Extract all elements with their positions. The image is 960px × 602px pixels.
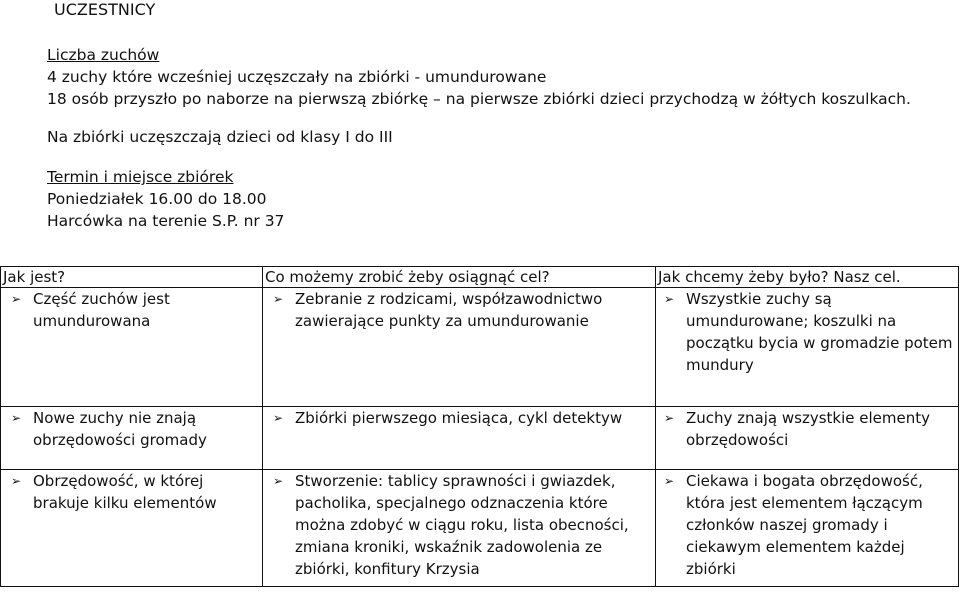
goal-text: Ciekawa i bogata obrzędowość, która jest elementem łączącym członków naszej gromady i ciekawym elementem każdej zbiórki	[686, 472, 923, 578]
bullet-arrow-icon: ➢	[273, 292, 284, 306]
header-goal: Jak chcemy żeby było? Nasz cel.	[656, 267, 959, 288]
table-header-row	[1, 267, 959, 288]
table-row	[1, 407, 959, 470]
current-state-text: Obrzędowość, w której brakuje kilku elementów	[33, 472, 217, 512]
class-range-line: Na zbiórki uczęszczają dzieci od klasy I do III	[47, 128, 393, 146]
page-title: UCZESTNICY	[54, 0, 156, 19]
action-text: Zbiórki pierwszego miesiąca, cykl detektyw	[295, 409, 623, 427]
table-row	[1, 288, 959, 407]
header-actions: Co możemy zrobić żeby osiągnąć cel?	[263, 267, 656, 288]
members-line-1: 4 zuchy które wcześniej uczęszczały na zbiórki - umundurowane	[47, 68, 547, 86]
bullet-arrow-icon: ➢	[664, 292, 675, 306]
members-line-2: 18 osób przyszło po naborze na pierwszą zbiórkę – na pierwsze zbiórki dzieci przychodzą w żółtych koszulkach.	[47, 90, 911, 108]
goal-text: Zuchy znają wszystkie elementy obrzędowości	[686, 409, 930, 449]
schedule-place: Harcówka na terenie S.P. nr 37	[47, 212, 285, 230]
bullet-arrow-icon: ➢	[11, 292, 22, 306]
table-row	[1, 470, 959, 587]
current-state-text: Część zuchów jest umundurowana	[33, 290, 170, 330]
header-current-state: Jak jest?	[1, 267, 263, 288]
plan-table	[0, 266, 959, 587]
bullet-arrow-icon: ➢	[273, 474, 284, 488]
action-text: Zebranie z rodzicami, współzawodnictwo zawierające punkty za umundurowanie	[295, 290, 603, 330]
bullet-arrow-icon: ➢	[11, 411, 22, 425]
current-state-text: Nowe zuchy nie znają obrzędowości gromady	[33, 409, 207, 449]
bullet-arrow-icon: ➢	[664, 411, 675, 425]
bullet-arrow-icon: ➢	[664, 474, 675, 488]
intro-section	[47, 44, 947, 232]
members-count-heading: Liczba zuchów	[47, 46, 160, 64]
bullet-arrow-icon: ➢	[273, 411, 284, 425]
schedule-time: Poniedziałek 16.00 do 18.00	[47, 190, 267, 208]
bullet-arrow-icon: ➢	[11, 474, 22, 488]
schedule-heading: Termin i miejsce zbiórek	[47, 168, 234, 186]
goal-text: Wszystkie zuchy są umundurowane; koszulki na początku bycia w gromadzie potem mundury	[686, 290, 953, 374]
action-text: Stworzenie: tablicy sprawności i gwiazdek, pacholika, specjalnego odznaczenia które można zdobyć w ciągu roku, lista obecności, zmiana kroniki, wskaźnik zadowolenia ze zbiórki, konfitury Krzysia	[295, 472, 629, 578]
